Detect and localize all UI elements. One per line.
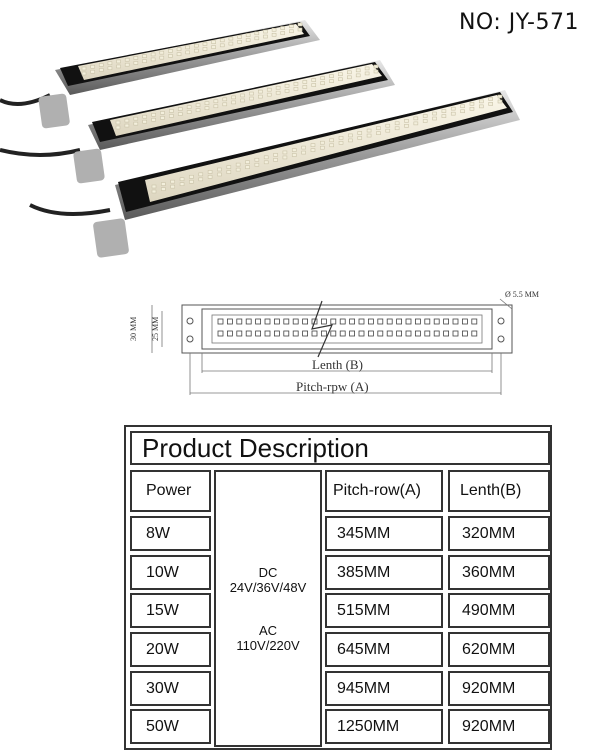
led-chip [285,84,289,87]
led-chip [168,49,172,52]
led-chip-outline [434,319,439,324]
led-chip [199,173,203,176]
led-chip [177,53,181,56]
led-chip-outline [218,319,223,324]
led-chip [274,153,278,156]
led-chip [365,72,369,75]
pitch-row-cell: 385MM [325,555,443,590]
led-chip [227,171,231,174]
led-chip [294,82,298,85]
led-chip [348,134,352,137]
led-chip [82,72,86,75]
led-chip [267,88,271,91]
led-chip [255,163,259,166]
led-chip-outline [293,319,298,324]
led-chip [186,51,190,54]
led-chip [489,97,493,100]
led-chip [232,101,236,104]
led-chip [470,107,474,110]
length-cell: 620MM [448,632,550,667]
led-chip-outline [265,331,270,336]
power-cell: 10W [130,555,211,590]
led-chip [274,158,278,161]
led-chip [321,82,325,85]
length-cell: 920MM [448,709,550,744]
led-chip [208,175,212,178]
led-chip [258,90,262,93]
voltage-cell [214,470,322,747]
led-chip [108,62,112,65]
led-chip [241,99,245,102]
led-chip [442,110,446,113]
led-chip [264,161,268,164]
led-chip-outline [425,331,430,336]
led-chip [451,112,455,115]
led-chip [152,118,156,121]
led-chip-outline [462,319,467,324]
led-chip [298,23,302,26]
height-outer-label: 30 MM [129,316,138,341]
led-chip [358,131,362,134]
led-chip-outline [415,319,420,324]
led-chip [374,70,378,73]
led-chip [461,110,465,113]
led-chip-outline [462,331,467,336]
led-chip [365,67,369,70]
led-chip [199,178,203,181]
led-chip [281,27,285,30]
led-chip-outline [265,319,270,324]
led-chip [376,132,380,135]
led-chip [229,42,233,45]
ac-label: AC [258,622,278,638]
dimension-drawing [100,285,560,405]
led-chip [320,146,324,149]
led-chip [91,70,95,73]
led-chip [258,95,262,98]
led-chip [294,87,298,90]
led-chip-outline [453,319,458,324]
led-chip-outline [340,331,345,336]
led-chip [116,121,120,124]
led-chip [386,129,390,132]
led-chip [479,100,483,103]
led-chip [194,44,198,47]
led-chip [330,80,334,83]
length-cell: 360MM [448,555,550,590]
led-chip [99,63,103,66]
led-chip [302,151,306,154]
pitch-row-cell: 645MM [325,632,443,667]
led-chip-outline [350,331,355,336]
led-chip-outline [406,319,411,324]
header-power: Power [130,470,211,512]
led-chip-outline [256,319,261,324]
led-chip [160,116,164,119]
power-cell: 8W [130,516,211,551]
led-chip [187,106,191,109]
led-chip-outline [359,319,364,324]
led-chip-outline [359,331,364,336]
led-chip [169,114,173,117]
led-chip [194,49,198,52]
led-chip [263,35,267,38]
led-chip [395,127,399,130]
led-chip [180,183,184,186]
led-chip [217,173,221,176]
led-chip [125,58,129,61]
dc-label: DC [258,564,278,580]
led-chip [312,84,316,87]
led-chip [498,100,502,103]
led-chip [91,65,95,68]
pitch-row-cell: 515MM [325,593,443,628]
led-chip-outline [246,331,251,336]
led-chip [134,117,138,120]
led-chip [134,122,138,125]
led-chip [321,77,325,80]
led-chip [339,136,343,139]
led-chip [356,74,360,77]
led-chip-outline [237,331,242,336]
led-chip-outline [444,331,449,336]
led-chip [214,100,218,103]
led-chip-outline [387,331,392,336]
led-chip [330,75,334,78]
led-chip-outline [368,319,373,324]
led-chip-outline [312,331,317,336]
led-chip [404,119,408,122]
led-chip [160,51,164,54]
table-title: Product Description [130,431,550,465]
led-chip-outline [274,331,279,336]
length-cell: 320MM [448,516,550,551]
led-chip [169,109,173,112]
led-chip-outline [284,319,289,324]
led-chip [220,44,224,47]
led-chip [267,93,271,96]
power-cell: 50W [130,709,211,744]
led-chip [212,46,216,49]
led-chip [433,112,437,115]
led-chip [171,185,175,188]
led-chip [330,139,334,142]
led-chip-outline [387,319,392,324]
led-chip [470,102,474,105]
led-chip [223,98,227,101]
pitch-row-cell: 945MM [325,671,443,706]
length-cell: 920MM [448,671,550,706]
led-chip [189,175,193,178]
led-chip [423,119,427,122]
header-pitch-row: Pitch-row(A) [325,470,443,512]
led-chip [489,102,493,105]
led-chip [151,53,155,56]
led-chip [404,124,408,127]
led-chip-outline [293,331,298,336]
led-chip [152,190,156,193]
hole-dimension: Ø 5.5 MM [505,290,540,299]
led-chip [298,28,302,31]
led-chip [249,92,253,95]
led-chip [134,61,138,64]
led-chip [246,39,250,42]
led-chip [143,115,147,118]
led-chip-outline [415,331,420,336]
product-description-table [124,425,552,750]
led-chip-outline [246,319,251,324]
led-chip [161,188,165,191]
led-chip [376,127,380,130]
led-chip [479,105,483,108]
length-b-label: Lenth (B) [312,357,363,372]
led-chip [117,65,121,68]
led-chip [177,48,181,51]
led-chip-outline [425,319,430,324]
led-chip [116,126,120,129]
led-chip-outline [368,331,373,336]
dc-value: 24V/36V/48V [229,579,307,595]
led-chip [125,124,129,127]
led-chip-outline [472,319,477,324]
led-chip-outline [340,319,345,324]
led-chip [338,78,342,81]
led-chip [217,168,221,171]
led-chip [303,80,307,83]
led-chip [264,156,268,159]
led-chip-outline [218,331,223,336]
led-chip [143,120,147,123]
led-chip-outline [321,331,326,336]
led-chip [203,42,207,45]
led-chip [374,65,378,68]
led-chip-outline [256,331,261,336]
led-chip [223,103,227,106]
led-chip [302,146,306,149]
power-cell: 30W [130,671,211,706]
led-chip [168,54,172,57]
led-chip [255,32,259,35]
led-chip [232,96,236,99]
led-chip [338,73,342,76]
led-chip [178,112,182,115]
led-chip [263,30,267,33]
led-chip [272,33,276,36]
led-chip-outline [321,319,326,324]
led-chip-outline [227,331,232,336]
product-photo [0,0,593,280]
length-cell: 490MM [448,593,550,628]
led-chip [414,117,418,120]
led-chip-outline [453,331,458,336]
led-chip-outline [284,331,289,336]
header-length: Lenth(B) [448,470,550,512]
led-chip [238,40,242,43]
height-inner-label: 25 MM [151,316,160,341]
led-chip [312,79,316,82]
led-chip [249,97,253,100]
led-chip-outline [434,331,439,336]
led-chip [442,115,446,118]
led-chip [246,166,250,169]
led-chip [311,144,315,147]
ac-value: 110V/220V [236,637,300,653]
led-chip [386,124,390,127]
led-chip [367,129,371,132]
led-chip [358,136,362,139]
led-chip-outline [444,319,449,324]
led-chip [186,46,190,49]
led-chip [99,68,103,71]
led-chip [367,134,371,137]
led-chip [292,154,296,157]
led-chip-outline [397,319,402,324]
led-chip [208,170,212,173]
led-chip [161,183,165,186]
led-chip [134,56,138,59]
led-chip [152,113,156,116]
led-chip [255,158,259,161]
led-chip [214,105,218,108]
led-chip [189,180,193,183]
led-chip [276,91,280,94]
led-chip [187,111,191,114]
led-chip [227,166,231,169]
led-chip [451,107,455,110]
led-chip [82,67,86,70]
led-chip [203,47,207,50]
led-chip-outline [303,319,308,324]
model-number: NO: JY-571 [458,10,579,35]
power-cell: 20W [130,632,211,667]
led-chip [236,168,240,171]
led-chip [461,105,465,108]
led-chip [236,163,240,166]
led-chip [171,180,175,183]
led-chip [498,95,502,98]
led-chip [125,119,129,122]
led-chip [272,28,276,31]
led-chip [347,71,351,74]
led-chip-outline [378,331,383,336]
led-chip [395,122,399,125]
led-chip [180,178,184,181]
led-chip [108,67,112,70]
led-chip [151,58,155,61]
led-chip [347,76,351,79]
led-chip-outline [406,331,411,336]
led-chip [142,60,146,63]
led-chip [423,114,427,117]
led-chip-outline [274,319,279,324]
led-chip-outline [303,331,308,336]
led-chip [339,141,343,144]
led-chip [255,37,259,40]
led-chip [205,102,209,105]
led-chip [152,185,156,188]
led-chip [178,107,182,110]
led-chip [220,39,224,42]
power-cell: 15W [130,593,211,628]
led-chip [356,69,360,72]
led-chip [285,89,289,92]
led-chip [303,85,307,88]
led-chip [160,111,164,114]
led-chip [212,41,216,44]
led-chip [142,55,146,58]
pitch-row-cell: 1250MM [325,709,443,744]
led-chip-outline [378,319,383,324]
led-chip [205,107,209,110]
led-chip [283,151,287,154]
led-chip-outline [397,331,402,336]
led-chip-outline [350,319,355,324]
led-chip [289,30,293,33]
led-chip [348,139,352,142]
led-chip [320,141,324,144]
led-chip [125,63,129,66]
led-chip [311,149,315,152]
led-chip [196,109,200,112]
led-chip [330,144,334,147]
led-chip [229,37,233,40]
led-chip-outline [331,331,336,336]
led-chip [196,104,200,107]
led-chip [238,35,242,38]
led-chip [292,149,296,152]
led-chip [433,117,437,120]
led-chip-outline [331,319,336,324]
led-chip [246,34,250,37]
led-chip [289,25,293,28]
led-chip-outline [227,319,232,324]
led-chip-outline [237,319,242,324]
led-chip [160,56,164,59]
led-chip [276,86,280,89]
led-chip [246,161,250,164]
led-chip [414,122,418,125]
led-chip [281,32,285,35]
led-chip [241,94,245,97]
led-chip [283,156,287,159]
pitch-row-cell: 345MM [325,516,443,551]
led-chip-outline [472,331,477,336]
led-chip [117,60,121,63]
pitch-a-label: Pitch-rpw (A) [296,379,369,394]
